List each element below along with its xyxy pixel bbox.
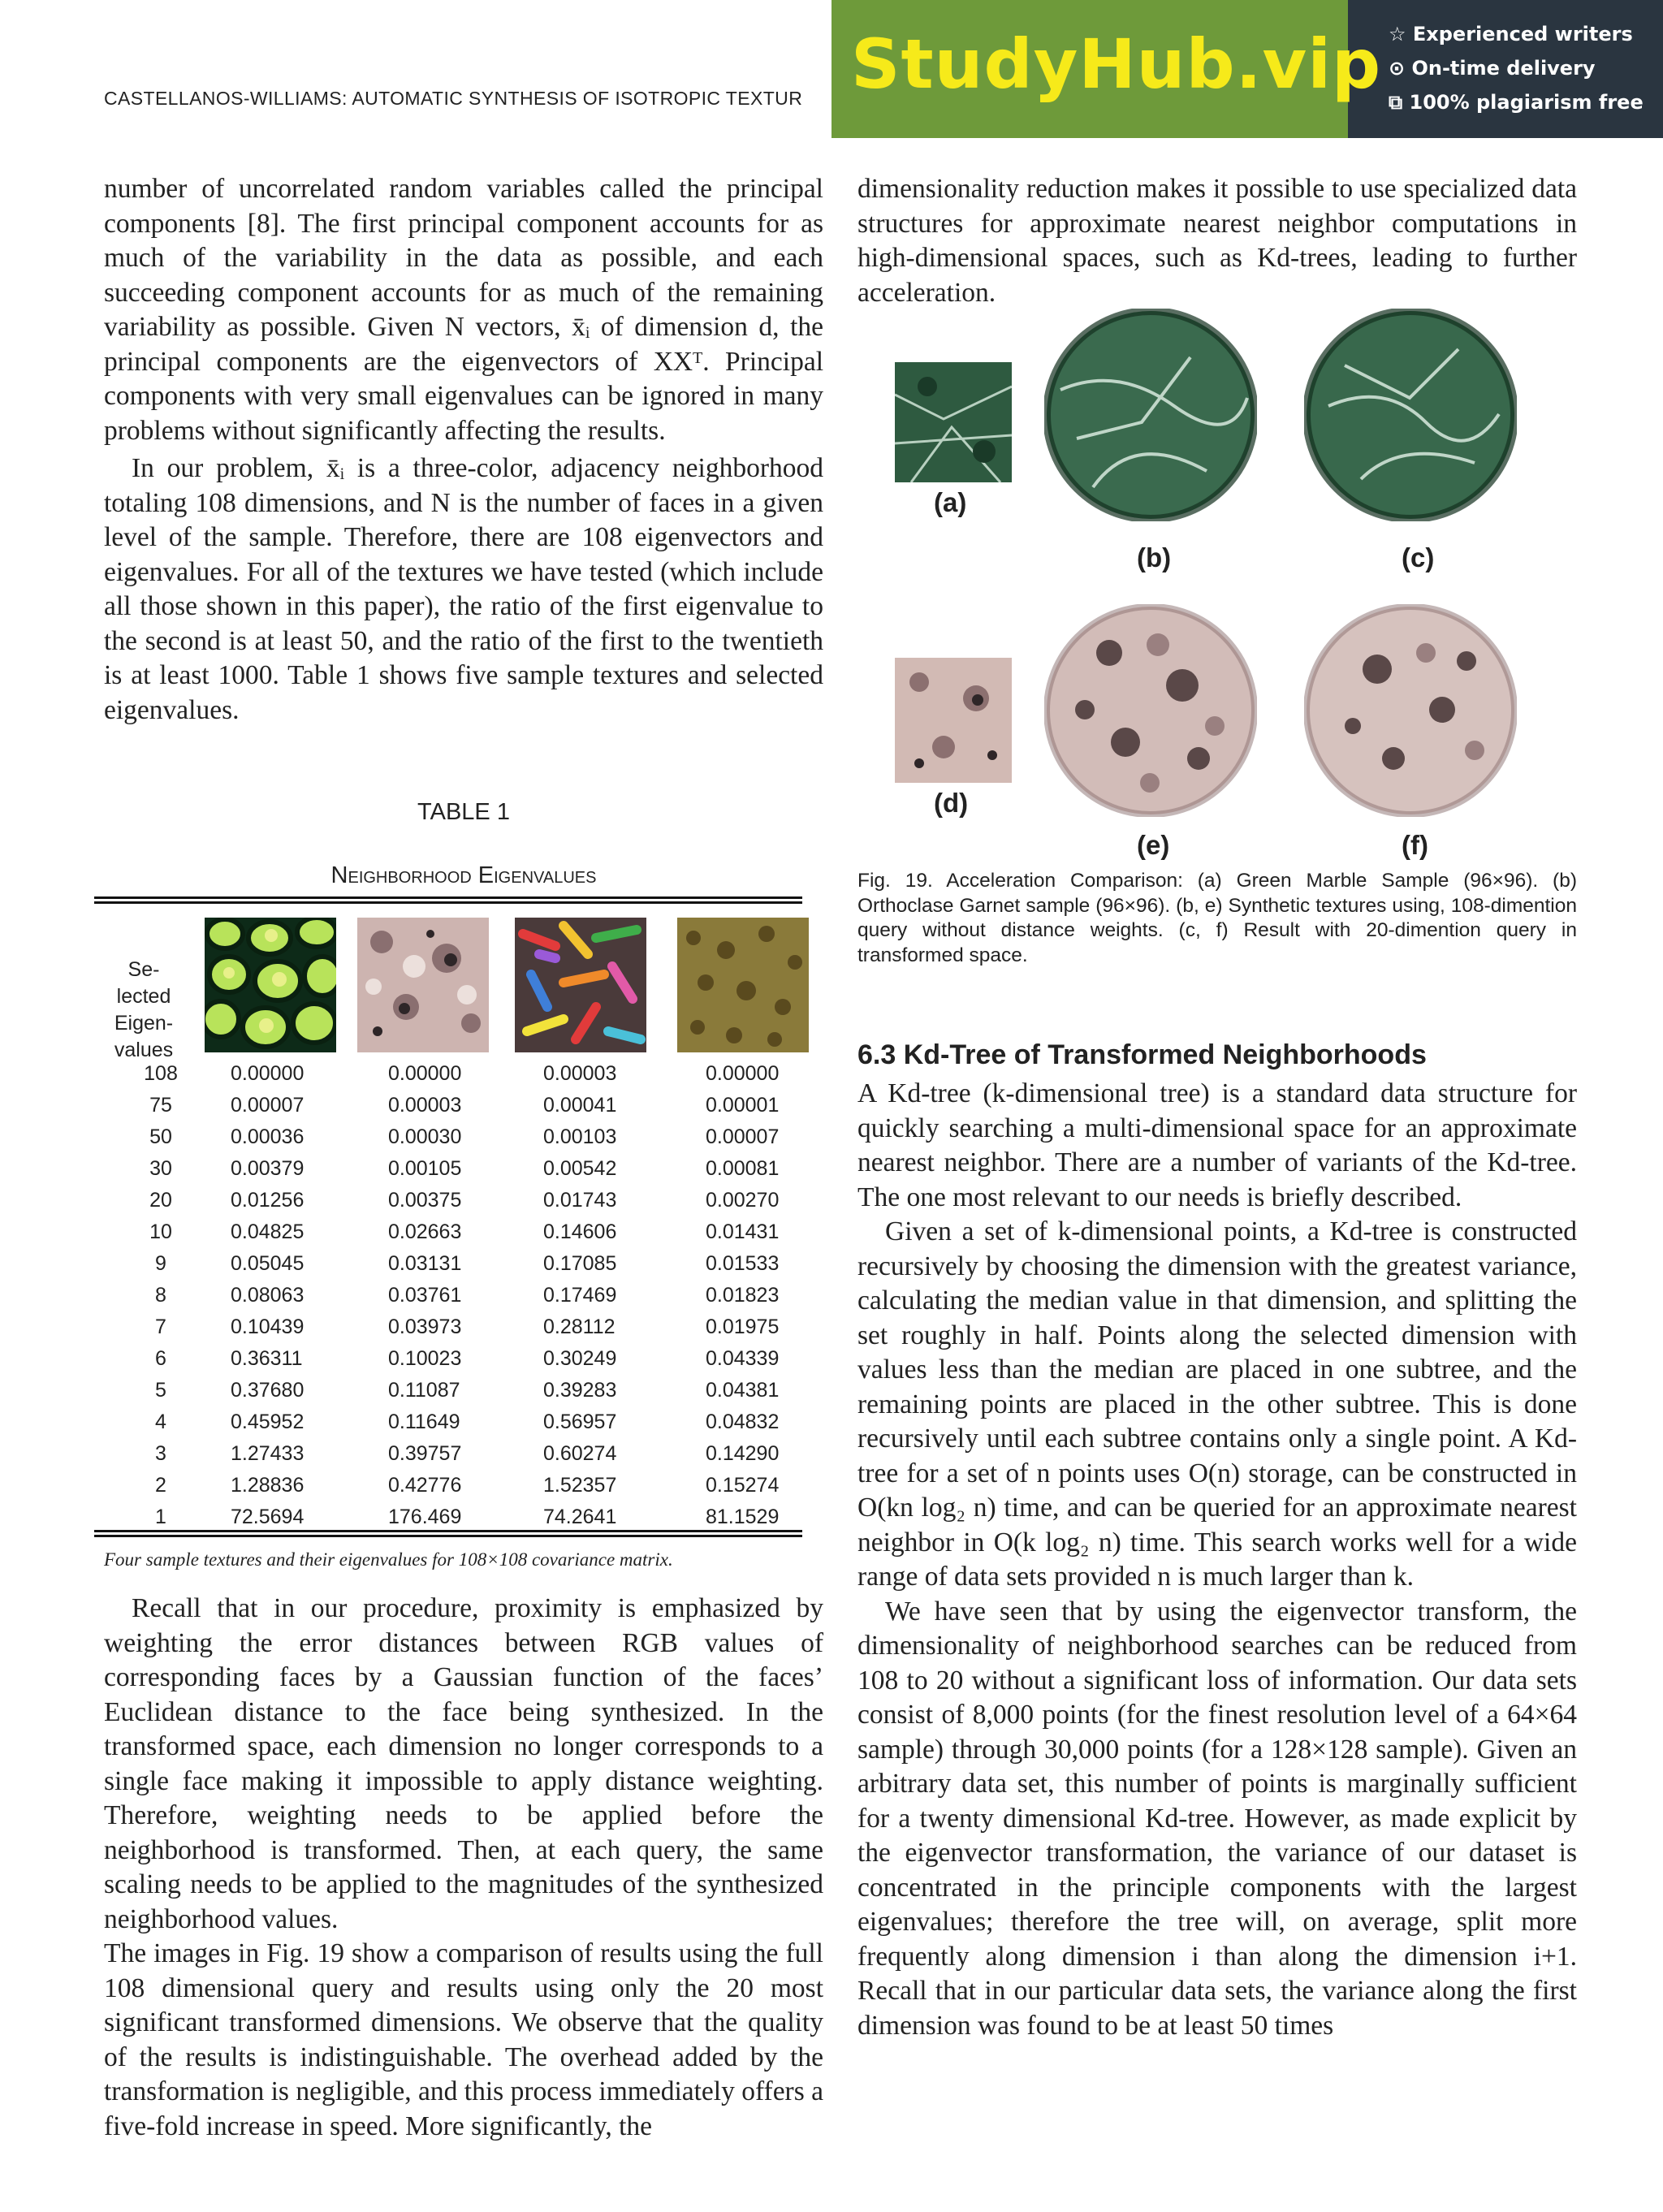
- table-cell-eigenvalue: 0.17085: [543, 1252, 617, 1275]
- table-cell-eigenvalue: 0.15274: [706, 1474, 780, 1497]
- table-cell-dimension: 2: [155, 1474, 166, 1497]
- table-cell-dimension: 10: [149, 1220, 172, 1243]
- studyhub-banner[interactable]: [832, 0, 1663, 138]
- table-cell-eigenvalue: 0.00007: [231, 1094, 305, 1117]
- table-cell-eigenvalue: 0.01823: [706, 1284, 780, 1307]
- table-cell-eigenvalue: 0.00001: [706, 1094, 780, 1117]
- table-title: Neighborhood Eigenvalues: [330, 862, 597, 888]
- table-cell-dimension: 50: [149, 1125, 172, 1148]
- table-cell-eigenvalue: 0.04832: [706, 1411, 780, 1433]
- table-rule: [94, 1535, 802, 1537]
- table-cell-eigenvalue: 0.01533: [706, 1252, 780, 1275]
- right-column-top: [857, 172, 1577, 310]
- table-cell-eigenvalue: 0.56957: [543, 1411, 617, 1433]
- table-cell-eigenvalue: 0.00007: [706, 1125, 780, 1148]
- figure-label-c: (c): [1402, 542, 1435, 572]
- table-cell-eigenvalue: 0.01431: [706, 1220, 780, 1243]
- table-cell-dimension: 108: [144, 1062, 178, 1085]
- table-caption: Four sample textures and their eigenvalues for 108×108 covariance matrix.: [104, 1549, 673, 1570]
- studyhub-logo[interactable]: StudyHub.vip: [832, 0, 1348, 138]
- table-cell-dimension: 4: [155, 1411, 166, 1433]
- table-cell-eigenvalue: 0.10439: [231, 1316, 305, 1338]
- figure-label-b: (b): [1137, 542, 1172, 572]
- paragraph: dimensionality reduction makes it possible to use specialized data structures for approximate nearest neighbor computations in high-dimensional spaces, such as Kd-trees, leading to further acceleration.: [857, 174, 1577, 308]
- table-cell-eigenvalue: 74.2641: [543, 1506, 617, 1528]
- table-cell-eigenvalue: 0.14606: [543, 1220, 617, 1243]
- figure-a-green-marble-sample: [895, 362, 1012, 482]
- table-cell-eigenvalue: 0.17469: [543, 1284, 617, 1307]
- table-row: [94, 1506, 802, 1537]
- paragraph: Given a set of k-dimensional points, a Kd-tree is constructed recursively by choosing the dimension with the greatest variance, calculating the median value in that dimension, and splitting the set roughly in half. Points along the selected dimension with values less than the median are placed in one subtree, and the remaining points are placed in the other subtree. This is done recursively until each subtree contains only a single point. A Kd-tree for a set of n points uses O(n) storage, can be constructed in O(kn log₂ n) time, and can be queried for an approximate nearest neighbor in O(k log₂ n) time. This search works well for a wide range of data sets provided n is much larger than k.: [857, 1216, 1577, 1592]
- table-cell-eigenvalue: 0.00030: [388, 1125, 462, 1148]
- paragraph: The images in Fig. 19 show a comparison of results using the full 108 dimensional query and results using only the 20 most significant transformed dimensions. We observe that the quality of the results is indistinguishable. The overhead added by the transformation is negligible, and this process immediately offers a five-fold increase in speed. More significantly, the: [104, 1938, 823, 2141]
- table-row: [94, 1411, 802, 1442]
- table-cell-eigenvalue: 0.03131: [388, 1252, 462, 1275]
- paragraph: A Kd-tree (k-dimensional tree) is a standard data structure for quickly searching a multi-dimensional space for an approximate nearest neighbor. There are a number of variants of the Kd-tree. The one most relevant to our needs is briefly described.: [857, 1078, 1577, 1212]
- texture-golden-sponge: [677, 918, 809, 1052]
- table-rule: [94, 1530, 802, 1532]
- table-row: [94, 1125, 802, 1157]
- table-row: [94, 1157, 802, 1189]
- paragraph: Recall that in our procedure, proximity is emphasized by weighting the error distances between RGB values of corresponding faces by a Gaussian function of the faces’ Euclidean distance to the face being synthesized. In the transformed space, each dimension no longer corresponds to a single face making it impossible to apply distance weighting. Therefore, weighting needs to be applied before the neighborhood is transformed. Then, at each query, the same scaling needs to be applied to the magnitudes of the synthesized neighborhood values.: [104, 1593, 823, 1934]
- figure-f-granite-sphere: [1304, 604, 1517, 817]
- table-cell-eigenvalue: 0.00000: [388, 1062, 462, 1085]
- table-row: [94, 1347, 802, 1379]
- right-column-bottom: [857, 1077, 1577, 2043]
- table-cell-eigenvalue: 0.00105: [388, 1157, 462, 1180]
- table-cell-eigenvalue: 0.01975: [706, 1316, 780, 1338]
- left-column-bottom: [104, 1592, 823, 2144]
- table-row: [94, 1094, 802, 1125]
- table-cell-dimension: 8: [155, 1284, 166, 1307]
- table-row: [94, 1379, 802, 1411]
- feature-experienced-writers: ☆ Experienced writers: [1389, 23, 1633, 45]
- table-row: [94, 1474, 802, 1506]
- table-cell-eigenvalue: 0.39757: [388, 1442, 462, 1465]
- table-row: [94, 1284, 802, 1316]
- table-cell-eigenvalue: 0.14290: [706, 1442, 780, 1465]
- paragraph: In our problem, x̄ᵢ is a three-color, adjacency neighborhood totaling 108 dimensions, and N is the number of faces in a given level of the sample. Therefore, there are 108 eigenvectors and eigenvalues. For all of the textures we have tested (which include all those shown in this paper), the ratio of the first eigenvalue to the second is at least 50, and the ratio of the first to the twentieth is at least 1000. Table 1 shows five sample textures and selected eigenvalues.: [104, 453, 823, 725]
- table-cell-dimension: 9: [155, 1252, 166, 1275]
- table-cell-eigenvalue: 0.00270: [706, 1189, 780, 1212]
- table-cell-eigenvalue: 0.05045: [231, 1252, 305, 1275]
- figure-label-f: (f): [1402, 830, 1428, 860]
- table-cell-eigenvalue: 0.00103: [543, 1125, 617, 1148]
- table-cell-eigenvalue: 0.00379: [231, 1157, 305, 1180]
- texture-candy-sprinkles: [515, 918, 646, 1052]
- table-cell-eigenvalue: 0.11087: [388, 1379, 460, 1402]
- running-header: CASTELLANOS-WILLIAMS: AUTOMATIC SYNTHESIS OF ISOTROPIC TEXTUR: [104, 88, 803, 109]
- table-cell-eigenvalue: 0.00003: [543, 1062, 617, 1085]
- table-cell-eigenvalue: 0.00542: [543, 1157, 617, 1180]
- table-cell-eigenvalue: 0.11649: [388, 1411, 460, 1433]
- table-cell-eigenvalue: 0.04825: [231, 1220, 305, 1243]
- left-column-top: [104, 172, 823, 728]
- table-rule: [94, 901, 802, 904]
- table-cell-eigenvalue: 81.1529: [706, 1506, 780, 1528]
- table-label: TABLE 1: [417, 799, 510, 825]
- table-row: [94, 1252, 802, 1284]
- table-cell-eigenvalue: 0.30249: [543, 1347, 617, 1370]
- table-cell-dimension: 30: [149, 1157, 172, 1180]
- table-cell-eigenvalue: 0.03973: [388, 1316, 462, 1338]
- figure-caption: Fig. 19. Acceleration Comparison: (a) Green Marble Sample (96×96). (b) Orthoclase Garnet sample (96×96). (b, e) Synthetic textures using, 108-dimention query without distance weights. (c, f) Result with 20-dimention query in transformed space.: [857, 870, 1577, 966]
- table-cell-eigenvalue: 0.00081: [706, 1157, 780, 1180]
- table-cell-eigenvalue: 0.45952: [231, 1411, 305, 1433]
- table-row: [94, 1316, 802, 1347]
- figure-b-marble-sphere: [1044, 309, 1257, 521]
- table-rule: [94, 896, 802, 899]
- table-row: [94, 1062, 802, 1094]
- table-cell-eigenvalue: 0.04381: [706, 1379, 780, 1402]
- selected-eigenvalues-header: Se- lected Eigen- values: [114, 958, 174, 1061]
- table-cell-eigenvalue: 1.28836: [231, 1474, 305, 1497]
- table-cell-dimension: 75: [149, 1094, 172, 1117]
- table-cell-eigenvalue: 1.27433: [231, 1442, 305, 1465]
- figure-c-marble-sphere: [1304, 309, 1517, 521]
- table-cell-eigenvalue: 0.04339: [706, 1347, 780, 1370]
- table-cell-eigenvalue: 0.02663: [388, 1220, 462, 1243]
- table-row: [94, 1220, 802, 1252]
- table-cell-eigenvalue: 176.469: [388, 1506, 462, 1528]
- section-heading: 6.3 Kd-Tree of Transformed Neighborhoods: [857, 1039, 1427, 1070]
- paragraph: number of uncorrelated random variables called the principal components [8]. The first principal component accounts for as much of the variability in the data as possible, and each succeeding component accounts for as much of the remaining variability as possible. Given N vectors, x̄ᵢ of dimension d, the principal components are the eigenvectors of XXᵀ. Principal components with very small eigenvalues can be ignored in many problems without significantly affecting the results.: [104, 174, 823, 446]
- table-cell-eigenvalue: 0.03761: [388, 1284, 462, 1307]
- table-cell-eigenvalue: 0.00041: [543, 1094, 617, 1117]
- table-cell-eigenvalue: 0.42776: [388, 1474, 462, 1497]
- table-cell-eigenvalue: 0.08063: [231, 1284, 305, 1307]
- table-row: [94, 1189, 802, 1220]
- feature-on-time-delivery: ⊙ On-time delivery: [1389, 57, 1596, 80]
- table-cell-eigenvalue: 0.28112: [543, 1316, 616, 1338]
- figure-e-granite-sphere: [1044, 604, 1257, 817]
- figure-label-e: (e): [1137, 830, 1170, 860]
- table-cell-dimension: 3: [155, 1442, 166, 1465]
- texture-pink-granite: [357, 918, 489, 1052]
- table-cell-eigenvalue: 0.00003: [388, 1094, 462, 1117]
- table-cell-eigenvalue: 0.00375: [388, 1189, 462, 1212]
- table-cell-dimension: 20: [149, 1189, 172, 1212]
- paragraph: We have seen that by using the eigenvector transform, the dimensionality of neighborhood searches can be reduced from 108 to 20 without a significant loss of information. Our data sets consist of 8,000 points (for the finest resolution level of a 64×64 sample) through 30,000 points (for a 128×128 sample). Given an arbitrary data set, this number of points is marginally sufficient for a twenty dimensional Kd-tree. However, as made explicit by the eigenvector transformation, the variance of our dataset is concentrated in the principle components with the largest eigenvalues; therefore the tree will, on average, split more frequently along dimension i than along the dimension i+1. Recall that in our particular data sets, the variance along the first dimension was found to be at least 50 times: [857, 1596, 1577, 2041]
- texture-green-cells: [205, 918, 336, 1052]
- table-cell-eigenvalue: 0.36311: [231, 1347, 303, 1370]
- table-cell-eigenvalue: 0.00036: [231, 1125, 305, 1148]
- table-cell-eigenvalue: 0.01743: [543, 1189, 617, 1212]
- table-cell-eigenvalue: 1.52357: [543, 1474, 617, 1497]
- feature-plagiarism-free: ⧉ 100% plagiarism free: [1389, 91, 1644, 114]
- table-cell-eigenvalue: 0.10023: [388, 1347, 462, 1370]
- table-cell-dimension: 1: [155, 1506, 166, 1528]
- figure-d-orthoclase-garnet-sample: [895, 658, 1012, 783]
- table-row: [94, 1442, 802, 1474]
- table-cell-eigenvalue: 0.39283: [543, 1379, 617, 1402]
- table-cell-dimension: 5: [155, 1379, 166, 1402]
- table-cell-eigenvalue: 0.01256: [231, 1189, 305, 1212]
- table-cell-eigenvalue: 0.00000: [706, 1062, 780, 1085]
- figure-label-a: (a): [934, 487, 967, 517]
- figure-label-d: (d): [934, 788, 969, 818]
- table-cell-eigenvalue: 0.00000: [231, 1062, 305, 1085]
- table-cell-eigenvalue: 0.37680: [231, 1379, 305, 1402]
- table-cell-eigenvalue: 0.60274: [543, 1442, 617, 1465]
- table-cell-dimension: 7: [155, 1316, 166, 1338]
- table-cell-dimension: 6: [155, 1347, 166, 1370]
- table-cell-eigenvalue: 72.5694: [231, 1506, 305, 1528]
